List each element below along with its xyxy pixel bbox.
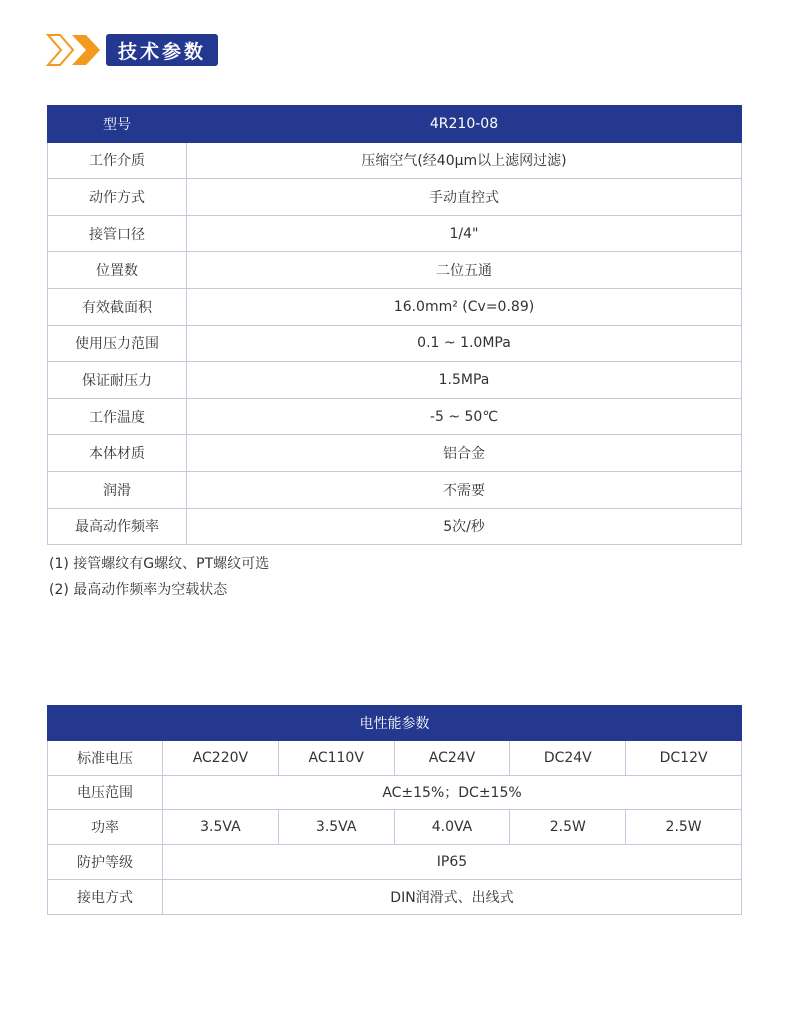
row-value: 不需要 bbox=[187, 471, 742, 508]
table-row bbox=[48, 435, 742, 472]
row-label: 工作温度 bbox=[48, 398, 187, 435]
electrical-title: 电性能参数 bbox=[48, 706, 742, 741]
row-value: 1/4" bbox=[187, 215, 742, 252]
table-row bbox=[48, 775, 742, 810]
power-value: 2.5W bbox=[510, 810, 626, 845]
table-row bbox=[48, 810, 742, 845]
power-value: 4.0VA bbox=[394, 810, 510, 845]
voltage-value: AC24V bbox=[394, 740, 510, 775]
voltage-value: DC12V bbox=[626, 740, 742, 775]
row-value: 16.0mm² (Cv=0.89) bbox=[187, 288, 742, 325]
spec-table bbox=[47, 105, 742, 545]
electrical-header-row bbox=[48, 706, 742, 741]
row-value: 二位五通 bbox=[187, 252, 742, 289]
table-row bbox=[48, 325, 742, 362]
row-value: 5次/秒 bbox=[187, 508, 742, 545]
power-value: 3.5VA bbox=[163, 810, 279, 845]
voltage-value: AC220V bbox=[163, 740, 279, 775]
row-label: 润滑 bbox=[48, 471, 187, 508]
section-header bbox=[46, 33, 218, 67]
table-row bbox=[48, 215, 742, 252]
table-row bbox=[48, 471, 742, 508]
row-label: 最高动作频率 bbox=[48, 508, 187, 545]
row-label: 有效截面积 bbox=[48, 288, 187, 325]
row-label: 本体材质 bbox=[48, 435, 187, 472]
row-label: 标准电压 bbox=[48, 740, 163, 775]
row-label: 电压范围 bbox=[48, 775, 163, 810]
table-row bbox=[48, 508, 742, 545]
spec-header-row bbox=[48, 106, 742, 143]
footnote: (2) 最高动作频率为空载状态 bbox=[49, 582, 228, 598]
wiring-value: DIN润滑式、出线式 bbox=[163, 879, 742, 914]
chevron-right-icon bbox=[46, 33, 102, 67]
row-label: 位置数 bbox=[48, 252, 187, 289]
model-value: 4R210-08 bbox=[187, 106, 742, 143]
row-label: 功率 bbox=[48, 810, 163, 845]
power-value: 3.5VA bbox=[278, 810, 394, 845]
section-title: 技术参数 bbox=[106, 34, 218, 66]
row-value: 1.5MPa bbox=[187, 362, 742, 399]
row-label: 动作方式 bbox=[48, 179, 187, 216]
row-value: 0.1 ~ 1.0MPa bbox=[187, 325, 742, 362]
row-value: 手动直控式 bbox=[187, 179, 742, 216]
footnotes bbox=[49, 551, 269, 603]
table-row bbox=[48, 879, 742, 914]
row-label: 接管口径 bbox=[48, 215, 187, 252]
power-value: 2.5W bbox=[626, 810, 742, 845]
table-row bbox=[48, 288, 742, 325]
table-row bbox=[48, 740, 742, 775]
table-row bbox=[48, 845, 742, 880]
protection-value: IP65 bbox=[163, 845, 742, 880]
table-row bbox=[48, 398, 742, 435]
row-label: 防护等级 bbox=[48, 845, 163, 880]
voltage-value: DC24V bbox=[510, 740, 626, 775]
row-label: 使用压力范围 bbox=[48, 325, 187, 362]
voltage-value: AC110V bbox=[278, 740, 394, 775]
electrical-table bbox=[47, 705, 742, 915]
footnote: (1) 接管螺纹有G螺纹、PT螺纹可选 bbox=[49, 556, 270, 572]
row-value: 铝合金 bbox=[187, 435, 742, 472]
row-label: 接电方式 bbox=[48, 879, 163, 914]
table-row bbox=[48, 252, 742, 289]
row-value: -5 ~ 50℃ bbox=[187, 398, 742, 435]
double-chevron-icon bbox=[46, 33, 102, 67]
range-value: AC±15%；DC±15% bbox=[163, 775, 742, 810]
row-value: 压缩空气(经40μm以上滤网过滤) bbox=[187, 142, 742, 179]
table-row bbox=[48, 142, 742, 179]
row-label: 工作介质 bbox=[48, 142, 187, 179]
row-label: 保证耐压力 bbox=[48, 362, 187, 399]
model-label: 型号 bbox=[48, 106, 187, 143]
table-row bbox=[48, 362, 742, 399]
table-row bbox=[48, 179, 742, 216]
